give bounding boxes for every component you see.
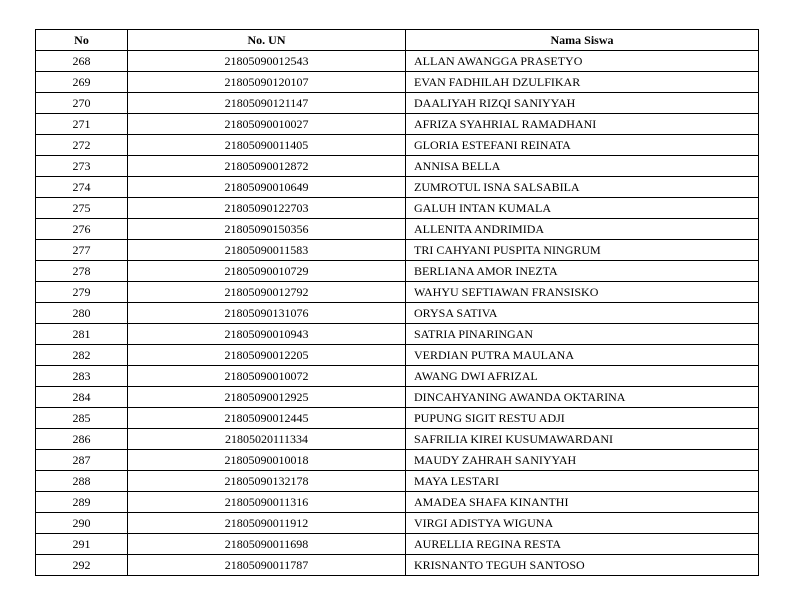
cell-nama-siswa: EVAN FADHILAH DZULFIKAR [406,72,759,93]
cell-nama-siswa: ANNISA BELLA [406,156,759,177]
cell-no-un: 21805090012872 [128,156,406,177]
cell-nama-siswa: VERDIAN PUTRA MAULANA [406,345,759,366]
header-no-un: No. UN [128,30,406,51]
cell-nama-siswa: BERLIANA AMOR INEZTA [406,261,759,282]
cell-no: 283 [36,366,128,387]
cell-no: 279 [36,282,128,303]
cell-no-un: 21805090010018 [128,450,406,471]
cell-nama-siswa: GALUH INTAN KUMALA [406,198,759,219]
table-body [36,51,759,576]
table-row [36,492,759,513]
cell-no-un: 21805090121147 [128,93,406,114]
cell-nama-siswa: SAFRILIA KIREI KUSUMAWARDANI [406,429,759,450]
cell-no: 291 [36,534,128,555]
cell-no: 273 [36,156,128,177]
cell-no-un: 21805090011583 [128,240,406,261]
table-row [36,219,759,240]
cell-no: 275 [36,198,128,219]
cell-nama-siswa: SATRIA PINARINGAN [406,324,759,345]
cell-no-un: 21805090122703 [128,198,406,219]
cell-no: 269 [36,72,128,93]
cell-nama-siswa: ALLAN AWANGGA PRASETYO [406,51,759,72]
table-row [36,51,759,72]
cell-nama-siswa: WAHYU SEFTIAWAN FRANSISKO [406,282,759,303]
cell-nama-siswa: AURELLIA REGINA RESTA [406,534,759,555]
cell-no-un: 21805090132178 [128,471,406,492]
table-row [36,408,759,429]
table-row [36,135,759,156]
cell-no-un: 21805090131076 [128,303,406,324]
cell-no-un: 21805090012205 [128,345,406,366]
header-nama-siswa: Nama Siswa [406,30,759,51]
cell-nama-siswa: ZUMROTUL ISNA SALSABILA [406,177,759,198]
cell-no-un: 21805090011405 [128,135,406,156]
cell-no-un: 21805090011316 [128,492,406,513]
cell-no: 287 [36,450,128,471]
cell-no: 290 [36,513,128,534]
cell-no: 281 [36,324,128,345]
cell-no: 285 [36,408,128,429]
cell-no-un: 21805090012445 [128,408,406,429]
table-row [36,450,759,471]
cell-nama-siswa: MAUDY ZAHRAH SANIYYAH [406,450,759,471]
cell-no: 280 [36,303,128,324]
table-row [36,261,759,282]
cell-no-un: 21805090012925 [128,387,406,408]
table-row [36,534,759,555]
cell-no: 288 [36,471,128,492]
cell-no: 292 [36,555,128,576]
cell-no-un: 21805090012792 [128,282,406,303]
cell-nama-siswa: ALLENITA ANDRIMIDA [406,219,759,240]
table-row [36,513,759,534]
cell-no: 268 [36,51,128,72]
cell-no-un: 21805090010943 [128,324,406,345]
table-row [36,303,759,324]
cell-nama-siswa: ORYSA SATIVA [406,303,759,324]
cell-no-un: 21805090010649 [128,177,406,198]
cell-no: 284 [36,387,128,408]
cell-nama-siswa: VIRGI ADISTYA WIGUNA [406,513,759,534]
header-no: No [36,30,128,51]
cell-nama-siswa: AMADEA SHAFA KINANTHI [406,492,759,513]
cell-nama-siswa: DAALIYAH RIZQI SANIYYAH [406,93,759,114]
cell-no-un: 21805090010072 [128,366,406,387]
cell-no-un: 21805090010729 [128,261,406,282]
table-row [36,471,759,492]
cell-no-un: 21805090011912 [128,513,406,534]
cell-no-un: 21805090120107 [128,72,406,93]
cell-no-un: 21805090011787 [128,555,406,576]
cell-nama-siswa: GLORIA ESTEFANI REINATA [406,135,759,156]
cell-no: 282 [36,345,128,366]
cell-nama-siswa: TRI CAHYANI PUSPITA NINGRUM [406,240,759,261]
table-row [36,156,759,177]
cell-nama-siswa: MAYA LESTARI [406,471,759,492]
cell-no: 277 [36,240,128,261]
table-row [36,366,759,387]
cell-nama-siswa: AWANG DWI AFRIZAL [406,366,759,387]
table-row [36,93,759,114]
cell-no: 286 [36,429,128,450]
cell-nama-siswa: KRISNANTO TEGUH SANTOSO [406,555,759,576]
table-row [36,324,759,345]
table-row [36,72,759,93]
cell-no: 278 [36,261,128,282]
cell-no: 270 [36,93,128,114]
table-header [36,30,759,51]
table-row [36,114,759,135]
table-row [36,282,759,303]
cell-no: 272 [36,135,128,156]
cell-no-un: 21805020111334 [128,429,406,450]
header-row [36,30,759,51]
cell-nama-siswa: DINCAHYANING AWANDA OKTARINA [406,387,759,408]
cell-nama-siswa: PUPUNG SIGIT RESTU ADJI [406,408,759,429]
cell-no-un: 21805090011698 [128,534,406,555]
cell-no: 271 [36,114,128,135]
student-table [35,29,759,576]
table-row [36,429,759,450]
cell-no-un: 21805090012543 [128,51,406,72]
table-row [36,198,759,219]
table-row [36,345,759,366]
table-row [36,240,759,261]
table-row [36,177,759,198]
table-row [36,387,759,408]
cell-no-un: 21805090150356 [128,219,406,240]
cell-nama-siswa: AFRIZA SYAHRIAL RAMADHANI [406,114,759,135]
cell-no: 289 [36,492,128,513]
cell-no: 274 [36,177,128,198]
cell-no-un: 21805090010027 [128,114,406,135]
cell-no: 276 [36,219,128,240]
table-row [36,555,759,576]
